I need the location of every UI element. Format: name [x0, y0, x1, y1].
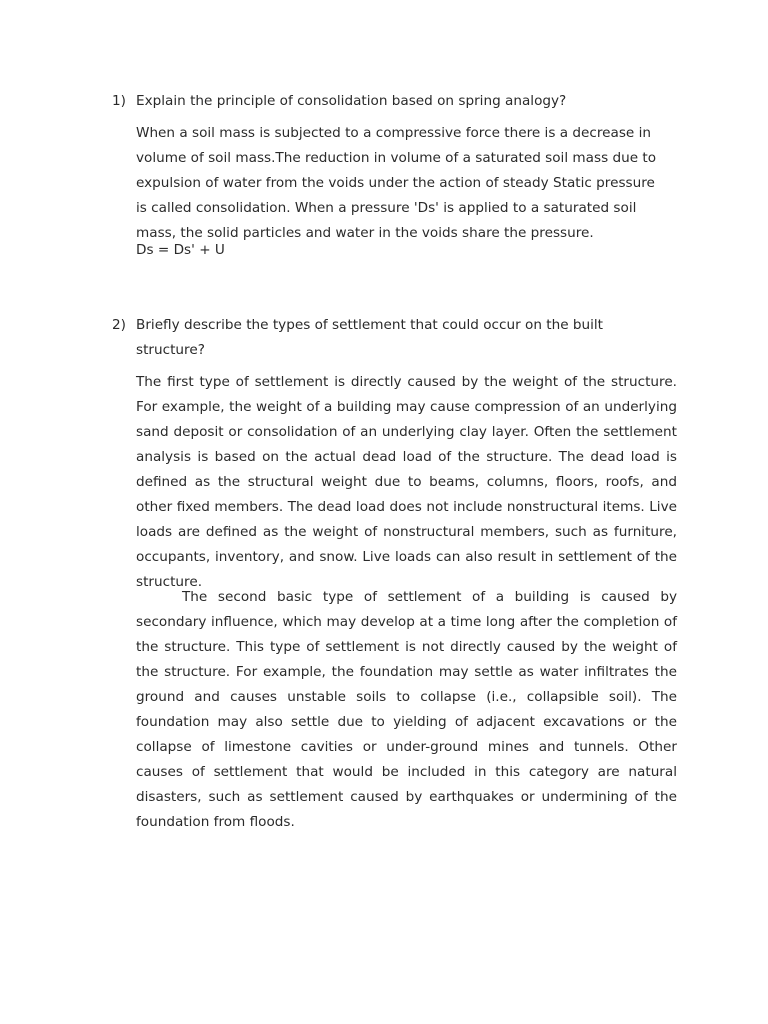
question-2-answer-paragraph-2: The second basic type of settlement of a building is caused by secondary influence, which may develop at a time long after the completion of the structure. This type of settlement is not directly caused by the weight of the structure. For example, the foundation may settle as water infiltrates the ground and causes unstable soils to collapse (i.e., collapsible soil). The foundation may also settle due to yielding of adjacent excavations or the collapse of limestone cavities or under-ground mines and tunnels. Other causes of settlement that would be included in this category are natural disasters, such as settlement caused by earthquakes or undermining of the foundation from floods.	[136, 589, 677, 830]
question-2-prompt: Briefly describe the types of settlement that could occur on the built structure?	[136, 317, 604, 358]
question-1-prompt: Explain the principle of consolidation based on spring analogy?	[136, 93, 567, 109]
question-1-answer: When a soil mass is subjected to a compressive force there is a decrease in volume of soil mass.The reduction in volume of a saturated soil mass due to expulsion of water from the voids under the action of steady Static pressure is called consolidation. When a pressure 'Ds' is applied to a saturated soil mass, the solid particles and water in the voids share the pressure.	[136, 125, 657, 241]
question-2-answer-paragraph-1: The first type of settlement is directly caused by the weight of the structure. For example, the weight of a building may cause compression of an underlying sand deposit or consolidation of an underlying clay layer. Often the settlement analysis is based on the actual dead load of the structure. The dead load is defined as the structural weight due to beams, columns, floors, roofs, and other fixed members. The dead load does not include nonstructural items. Live loads are defined as the weight of nonstructural members, such as furniture, occupants, inventory, and snow. Live loads can also result in settlement of the structure.	[136, 374, 677, 590]
consolidation-formula: Ds = Ds' + U	[136, 242, 225, 258]
question-1-number: 1)	[112, 93, 126, 109]
question-1	[112, 89, 682, 114]
question-2-number: 2)	[112, 317, 126, 333]
question-2	[112, 313, 682, 363]
